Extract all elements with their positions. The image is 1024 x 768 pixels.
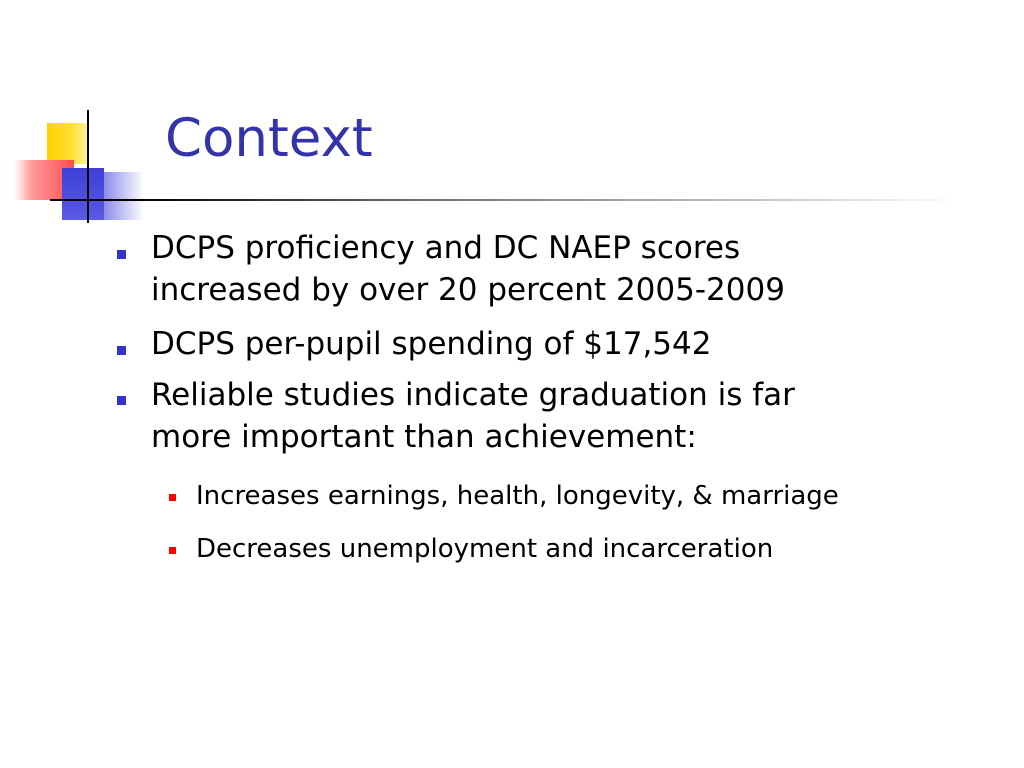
logo-vertical-line <box>87 110 89 223</box>
sub-bullet-text: Increases earnings, health, longevity, & marriage <box>196 481 839 511</box>
title-divider-line <box>50 199 958 201</box>
bullet-marker-icon <box>117 396 126 405</box>
sub-bullet-item <box>196 531 996 567</box>
logo-blue-fade <box>104 172 144 220</box>
slide-title: Context <box>165 108 373 169</box>
bullet-text-line: DCPS per-pupil spending of $17,542 <box>151 326 712 362</box>
sub-bullet-marker-icon <box>169 547 176 554</box>
sub-bullet-item <box>196 478 996 514</box>
sub-bullet-marker-icon <box>169 494 176 501</box>
bullet-text-line: more important than achievement: <box>151 419 697 455</box>
bullet-item <box>151 374 971 458</box>
bullet-marker-icon <box>117 346 126 355</box>
bullet-item <box>151 323 971 365</box>
logo-blue-square <box>62 168 104 220</box>
bullet-item <box>151 227 971 311</box>
bullet-text-line: DCPS proficiency and DC NAEP scores <box>151 230 741 266</box>
logo-yellow-square <box>47 123 88 164</box>
sub-bullet-text: Decreases unemployment and incarceration <box>196 534 774 564</box>
bullet-marker-icon <box>117 250 126 259</box>
bullet-text-line: increased by over 20 percent 2005-2009 <box>151 272 785 308</box>
bullet-text-line: Reliable studies indicate graduation is far <box>151 377 795 413</box>
